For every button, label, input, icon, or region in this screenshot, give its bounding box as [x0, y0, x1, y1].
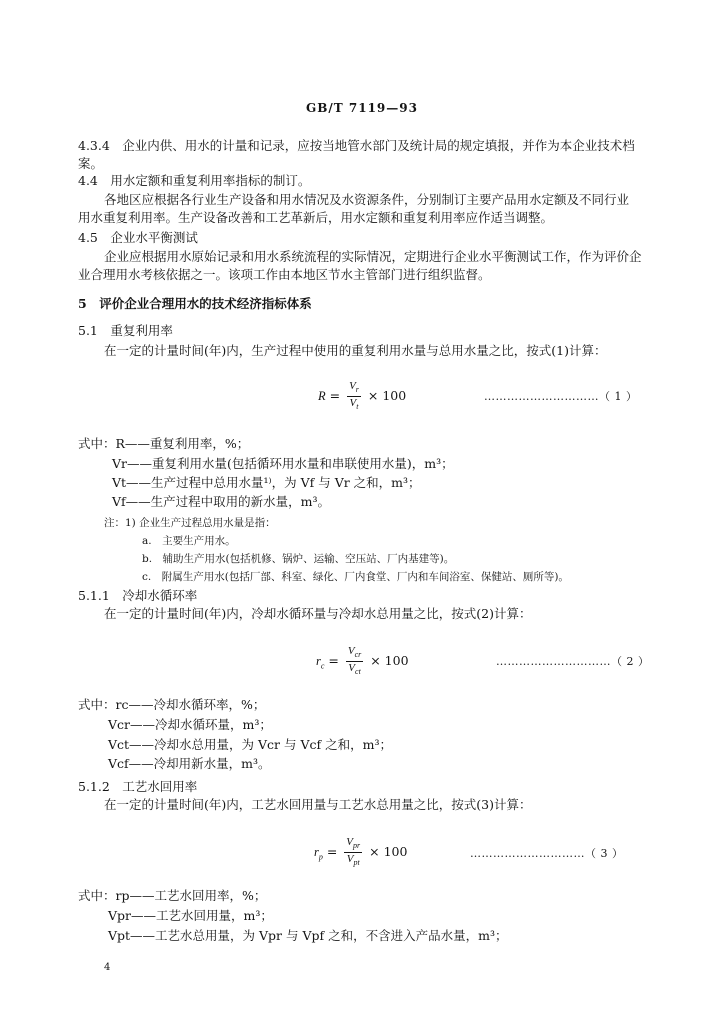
clause-5-1-text: 在一定的计量时间(年)内，生产过程中使用的重复利用水量与总用水量之比，按式(1)计算：: [104, 343, 607, 358]
formula-3-number: …………………………（ 3 ）: [470, 847, 624, 860]
where-Vpr: Vpr——工艺水回用量，m³；: [108, 908, 273, 923]
clause-5-1-1-heading: 5.1.1 冷却水循环率: [78, 588, 198, 603]
clause-4-3-4-line2: 案。: [78, 156, 104, 171]
clause-4-5-heading: 4.5 企业水平衡测试: [78, 230, 198, 245]
where-R: 式中：R——重复利用率，%；: [78, 436, 250, 451]
where-rp: 式中：rp——工艺水回用率，%；: [78, 888, 267, 903]
clause-4-3-4-line1: 4.3.4 企业内供、用水的计量和记录，应按当地管水部门及统计局的规定填报，并作为本企业技术档: [78, 138, 635, 153]
page-number: 4: [104, 962, 111, 973]
clause-4-4-line1: 各地区应根据各行业生产设备和用水情况及水资源条件，分别制订主要产品用水定额及不同行业: [104, 192, 630, 207]
clause-5-1-2-text: 在一定的计量时间(年)内，工艺水回用量与工艺水总用量之比，按式(3)计算：: [104, 797, 532, 812]
note-item-c: c. 附属生产用水(包括厂部、科室、绿化、厂内食堂、厂内和车间浴室、保健站、厕所等)。: [142, 571, 569, 583]
note-title: 注：1) 企业生产过程总用水量是指：: [104, 517, 276, 529]
note-item-b: b. 辅助生产用水(包括机修、锅炉、运输、空压站、厂内基建等)。: [142, 553, 455, 565]
clause-4-5-line1: 企业应根据用水原始记录和用水系统流程的实际情况，定期进行企业水平衡测试工作，作为评价企: [104, 249, 642, 264]
where-Vcr: Vcr——冷却水循环量，m³；: [108, 717, 272, 732]
where-Vf: Vf——生产过程中取用的新水量，m³。: [112, 494, 331, 509]
note-item-a: a. 主要生产用水。: [142, 535, 236, 547]
section-5-heading: 5 评价企业合理用水的技术经济指标体系: [78, 296, 312, 311]
clause-4-4-heading: 4.4 用水定额和重复利用率指标的制订。: [78, 173, 311, 188]
where-Vr: Vr——重复利用水量(包括循环用水量和串联使用水量)，m³；: [112, 456, 454, 471]
where-Vpt: Vpt——工艺水总用量，为 Vpr 与 Vpf 之和，不含进入产品水量，m³；: [108, 928, 508, 943]
where-Vct: Vct——冷却水总用量，为 Vcr 与 Vcf 之和，m³；: [108, 737, 392, 752]
where-Vt: Vt——生产过程中总用水量¹⁾，为 Vf 与 Vr 之和，m³；: [112, 475, 421, 490]
formula-2-number: …………………………（ 2 ）: [496, 655, 650, 668]
page-header: GB/T 7119—93: [306, 101, 418, 115]
where-rc: 式中：rc——冷却水循环率，%；: [78, 697, 266, 712]
formula-3: $r_p$ = $\frac{V_{pr}}{V_{pt}}$ × 100: [314, 836, 408, 868]
clause-5-1-2-heading: 5.1.2 工艺水回用率: [78, 779, 198, 794]
clause-5-1-heading: 5.1 重复利用率: [78, 323, 173, 338]
clause-4-5-line2: 业合理用水考核依据之一。该项工作由本地区节水主管部门进行组织监督。: [78, 267, 491, 282]
where-Vcf: Vcf——冷却用新水量，m³。: [108, 756, 271, 771]
clause-4-4-line2: 用水重复利用率。生产设备改善和工艺革新后，用水定额和重复利用率应作适当调整。: [78, 210, 554, 225]
formula-1: R = $\frac{V_r}{V_t}$ × 100: [318, 380, 407, 412]
formula-1-number: …………………………（ 1 ）: [484, 390, 638, 403]
clause-5-1-1-text: 在一定的计量时间(年)内，冷却水循环量与冷却水总用量之比，按式(2)计算：: [104, 606, 532, 621]
formula-2: $r_c$ = $\frac{V_{cr}}{V_{ct}}$ × 100: [316, 645, 409, 677]
